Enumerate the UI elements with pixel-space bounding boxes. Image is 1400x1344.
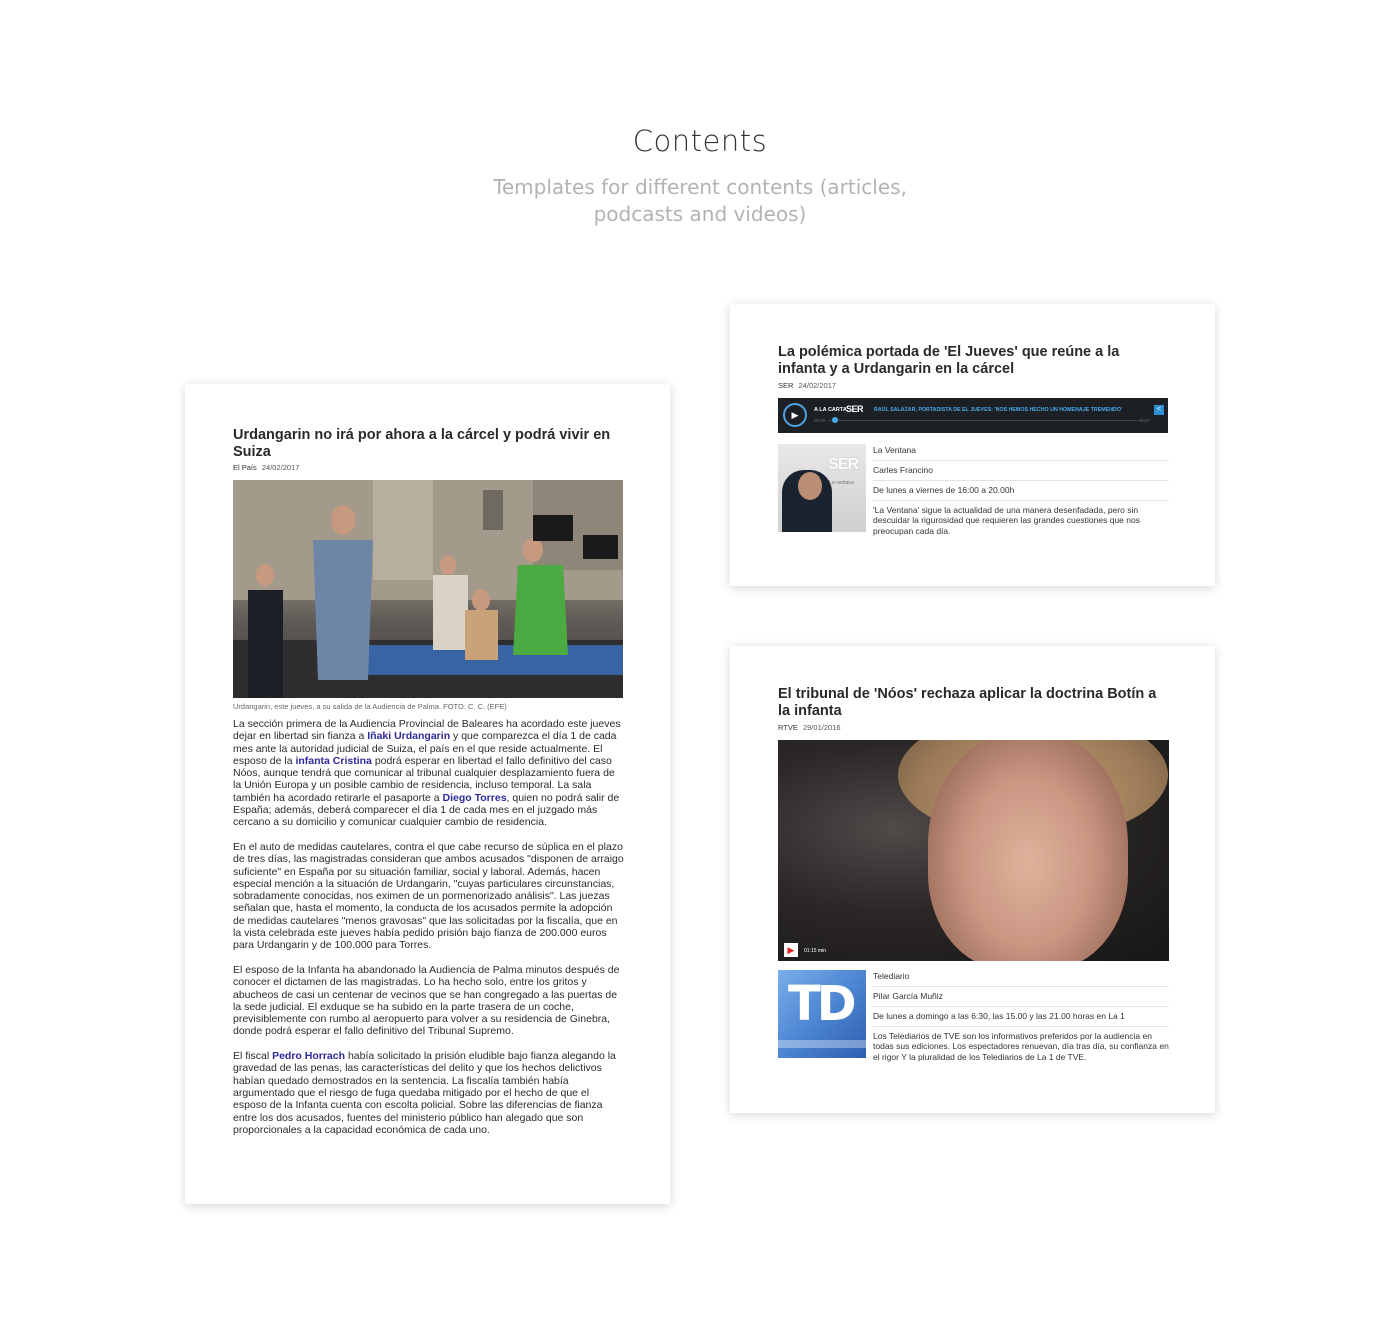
podcast-date: 24/02/2017: [798, 381, 837, 390]
audio-player: [778, 398, 1168, 433]
player-time-end: 06:57: [1138, 418, 1150, 423]
player-label: A LA CARTA: [814, 407, 847, 413]
link-pedro-horrach[interactable]: Pedro Horrach: [272, 1050, 346, 1063]
video-play-icon[interactable]: ▶: [784, 943, 798, 957]
program-name: La Ventana: [873, 441, 1169, 461]
thumbnail-ser-logo: SER: [828, 456, 858, 473]
program-schedule: De lunes a viernes de 16:00 a 20.00h: [873, 481, 1169, 501]
page-title: Contents: [632, 124, 768, 158]
podcast-source: SER: [778, 381, 794, 390]
video-card: [730, 646, 1215, 1113]
share-icon[interactable]: <: [1154, 405, 1164, 415]
progress-knob[interactable]: [832, 417, 838, 423]
article-photo-caption: Urdangarin, este jueves, a su salida de la Audiencia de Palma. FOTO: C. C. (EFE): [233, 702, 507, 711]
page-subtitle: Templates for different contents (articles, podcasts and videos): [493, 175, 907, 226]
video-frame-face: [928, 740, 1128, 961]
program-info: [873, 967, 1169, 1067]
article-source: El País: [233, 463, 257, 472]
host-photo: [782, 470, 832, 532]
program-thumbnail[interactable]: [778, 970, 866, 1058]
td-logo: TD: [788, 976, 853, 1032]
article-paragraph-2: En el auto de medidas cautelares, contra el que cabe recurso de súplica en el plazo de tres días, las magistradas consideran que ambos acusados "disponen de arraigo suficiente" en España por su situación familiar, social y laboral. Además, hacen especial mención a la situación de Urdangarin, "cuyas particulares circunstancias, sobradamente conocidas, nos eximen de un pormenorizado análisis". Las juezas señalan que, hasta el momento, la conducta de los acusados permite la adopción de medidas cautelares "menos gravosas" que las solicitadas por la fiscalía, que en la vista celebrada este jueves había pedido prisión bajo fianza de 200.000 euros para Urdangarin y de 100.000 para Torres.: [233, 840, 624, 952]
article-body: [233, 718, 625, 1148]
video-headline[interactable]: El tribunal de 'Nóos' rechaza aplicar la doctrina Botín a la infanta: [778, 686, 1157, 719]
podcast-headline[interactable]: La polémica portada de 'El Jueves' que reúne a la infanta y a Urdangarin en la cárcel: [778, 344, 1120, 377]
player-track-title: RAÚL SALAZAR, PORTADISTA DE EL JUEVES: 'NOS HEMOS HECHO UN HOMENAJE TREMENDO': [874, 407, 1123, 413]
video-source: RTVE: [778, 723, 798, 732]
program-host: Carles Francino: [873, 461, 1169, 481]
article-card: [185, 384, 670, 1204]
article-photo-illustration: [233, 480, 623, 698]
progress-bar[interactable]: [828, 420, 1138, 421]
player-time-start: 00:00: [814, 418, 826, 423]
program-thumbnail[interactable]: [778, 444, 866, 532]
program-description: Los Telediarios de TVE son los informativos preferidos por la audiencia en todas sus ediciones. Los espectadores renuevan, día tras día, su confianza en el rigor Y la pluralidad de los Telediarios de La 1 de TVE.: [873, 1031, 1169, 1062]
article-meta: [233, 463, 299, 472]
play-button[interactable]: ▶: [783, 403, 807, 427]
article-paragraph-3: El esposo de la Infanta ha abandonado la Audiencia de Palma minutos después de conocer el dictamen de las magistradas. Lo ha hecho solo, entre los gritos y abucheos de casi un centenar de vecinos que se han congregado a las puertas de la sede judicial. El exduque se ha subido en la parte trasera de un coche, previsiblemente con rumbo al aeropuerto para volver a su residencia de Ginebra, donde podrá esperar el fallo definitivo del Tribunal Supremo.: [233, 963, 620, 1038]
link-infanta-cristina[interactable]: infanta Cristina: [295, 754, 372, 767]
thumbnail-subtitle: La ventana: [829, 480, 854, 486]
program-info: [873, 441, 1169, 541]
article-photo: [233, 480, 623, 698]
article-date: 24/02/2017: [261, 463, 300, 472]
link-inaki-urdangarin[interactable]: Iñaki Urdangarin: [367, 730, 451, 743]
video-duration: 01:15 min: [804, 948, 826, 954]
podcast-card: [730, 304, 1215, 586]
video-meta: [778, 723, 841, 732]
podcast-meta: [778, 381, 836, 390]
ser-logo: SER: [846, 404, 864, 414]
program-schedule: De lunes a domingo a las 6:30, las 15.00 y las 21.00 horas en La 1: [873, 1007, 1169, 1027]
link-diego-torres[interactable]: Diego Torres: [442, 791, 507, 804]
program-host: Pilar García Muñiz: [873, 987, 1169, 1007]
video-player[interactable]: [778, 740, 1169, 961]
article-paragraph-1: La sección primera de la Audiencia Provincial de Baleares ha acordado este jueves dejar en libertad sin fianza a Iñaki Urdangarin y que comparezca el día 1 de cada mes ante la autoridad judicial de Suiza, el país en el que reside actualmente. El esposo de la infanta Cristina podrá esperar en libertad el fallo definitivo del caso Nóos, aunque tendrá que comunicar al tribunal cualquier desplazamiento fuera de la Unión Europa y un posible cambio de residencia, incluso temporal. La sala también ha acordado retirarle el pasaporte a Diego Torres, quien no podrá salir de España; además, deberá comparecer el día 1 de cada mes en el juzgado más cercano a su domicilio y comunicar cualquier cambio de residencia.: [233, 718, 621, 829]
article-paragraph-4: El fiscal Pedro Horrach había solicitado la prisión eludible bajo fianza alegando la gravedad de las penas, las características del delito y que los hechos delictivos habían quedado demostrados en la sentencia. La fiscalía también había argumentado que el riesgo de fuga quedaba mitigado por el hecho de que el esposo de la Infanta cuenta con escolta policial. Sobre las diferencias de fianza entre los dos acusados, fuentes del ministerio público han alegado que son proporcionales a la capacidad económica de cada uno.: [233, 1050, 616, 1136]
article-headline[interactable]: Urdangarin no irá por ahora a la cárcel y podrá vivir en Suiza: [233, 427, 611, 460]
program-name: Telediario: [873, 967, 1169, 987]
video-date: 29/01/2016: [802, 723, 841, 732]
program-description: 'La Ventana' sigue la actualidad de una manera desenfadada, pero sin descuidar la rigurosidad que requieren las grandes cuestiones que nos preocupan cada día.: [873, 505, 1140, 536]
